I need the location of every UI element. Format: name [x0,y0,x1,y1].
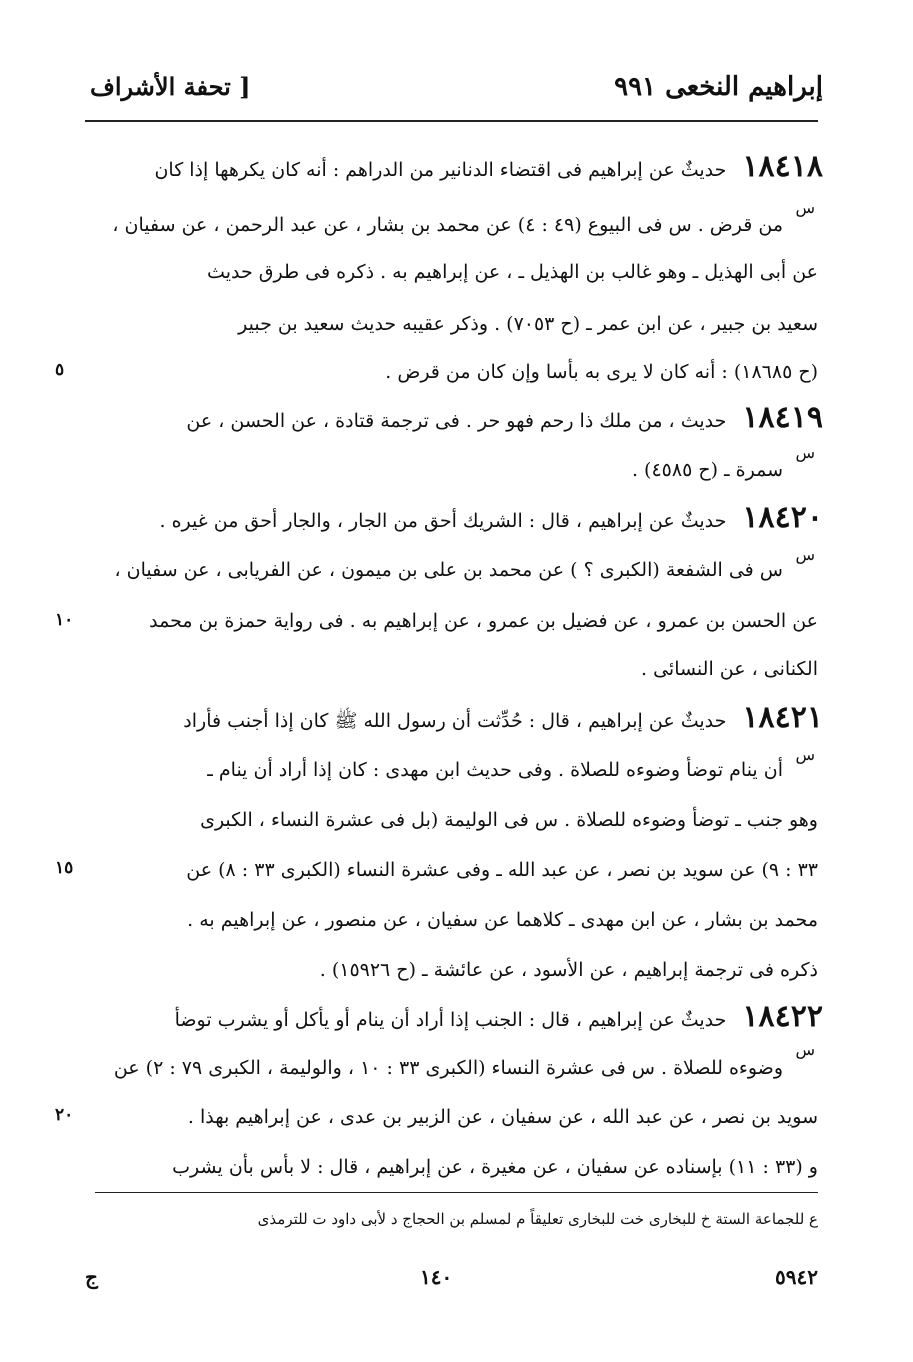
running-title: إبراهيم النخعى ٩٩١ [614,72,823,102]
entry-text: حديثٌ عن إبراهيم ، قال : حُدِّثت أن رسول الله ﷺ كان إذا أجنب فأراد [183,710,727,732]
entry-line: سمرة ـ (ح ٤٥٨٥) . [631,459,783,481]
hadith-number: ١٨٤١٨ [742,152,823,184]
volume-mark: ج [85,1265,98,1289]
entry-line [95,503,823,536]
entry-line: (ح ١٨٦٨٥) : أنه كان لا يرى به بأسا وإن كان من قرض . [385,361,818,383]
hadith-number: ١٨٤٢٠ [742,503,823,535]
entry-line: أن ينام توضأ وضوءه للصلاة . وفى حديث ابن مهدى : كان إذا أراد أن ينام ـ [207,759,783,781]
margin-line-number: ١٥ [55,858,74,878]
entry-line: محمد بن بشار ، عن ابن مهدى ـ كلاهما عن سفيان ، عن منصور ، عن إبراهيم به . [187,909,818,931]
entry-line: عن أبى الهذيل ـ وهو غالب بن الهذيل ـ ، عن إبراهيم به . ذكره فى طرق حديث [207,261,818,283]
page-number: ١٤٠ [420,1265,453,1289]
signature-number: ٥٩٤٢ [775,1265,818,1289]
book-title: [ تحفة الأشراف [90,72,251,101]
hadith-number: ١٨٤٢١ [742,703,823,735]
entry-line: من قرض . س فى البيوع (٤٩ : ٤) عن محمد بن بشار ، عن عبد الرحمن ، عن سفيان ، [112,214,783,236]
entry-line [95,1002,823,1035]
entry-text: حديثٌ عن إبراهيم فى اقتضاء الدنانير من الدراهم : أنه كان يكرهها إذا كان [154,159,727,181]
footnote-rule [95,1192,818,1193]
entry-line: س فى الشفعة (الكبرى ؟ ) عن محمد بن على بن ميمون ، عن الفريابى ، عن سفيان ، [114,559,783,581]
entry-line [95,703,823,736]
entry-line: عن الحسن بن عمرو ، عن فضيل بن عمرو ، عن إبراهيم به . فى رواية حمزة بن محمد [149,610,818,632]
sigla-mark: س [795,1040,815,1059]
entry-line: ٣٣ : ٩) عن سويد بن نصر ، عن عبد الله ـ وفى عشرة النساء (الكبرى ٣٣ : ٨) عن [186,859,818,881]
sigla-mark: س [795,198,815,217]
entry-text: حديثٌ عن إبراهيم ، قال : الجنب إذا أراد أن ينام أو يأكل أو يشرب توضأ [174,1009,727,1031]
sigla-mark: س [795,745,815,764]
entry-text: حديث ، من ملك ذا رحم فهو حر . فى ترجمة قتادة ، عن الحسن ، عن [186,410,727,432]
margin-line-number: ٥ [55,360,65,380]
sigla-mark: س [795,545,815,564]
footnote-legend: ع للجماعة الستة خ للبخارى خت للبخارى تعليقاً م لمسلم بن الحجاج د لأبى داود ت للترمذى [257,1210,818,1228]
entry-line: سويد بن نصر ، عن عبد الله ، عن سفيان ، عن الزبير بن عدى ، عن إبراهيم بهذا . [187,1106,818,1128]
entry-line: وضوءه للصلاة . س فى عشرة النساء (الكبرى ٣٣ : ١٠ ، والوليمة ، الكبرى ٧٩ : ٢) عن [113,1057,783,1079]
hadith-number: ١٨٤٢٢ [742,1002,823,1034]
margin-line-number: ٢٠ [55,1105,74,1125]
entry-text: حديثٌ عن إبراهيم ، قال : الشريك أحق من الجار ، والجار أحق من غيره . [159,510,727,532]
entry-line: ذكره فى ترجمة إبراهيم ، عن الأسود ، عن عائشة ـ (ح ١٥٩٢٦) . [319,959,818,981]
sigla-mark: س [795,443,815,462]
entry-line: سعيد بن جبير ، عن ابن عمر ـ (ح ٧٠٥٣) . وذكر عقيبه حديث سعيد بن جبير [238,313,818,335]
entry-line [95,152,823,185]
margin-line-number: ١٠ [55,610,74,630]
entry-line: و (٣٣ : ١١) بإسناده عن سفيان ، عن مغيرة ، عن إبراهيم ، قال : لا بأس بأن يشرب [172,1156,818,1178]
hadith-number: ١٨٤١٩ [742,403,823,435]
header-rule [85,120,818,122]
entry-line: الكنانى ، عن النسائى . [640,658,818,680]
page-header [80,60,823,120]
entry-line: وهو جنب ـ توضأ وضوءه للصلاة . س فى الوليمة (بل فى عشرة النساء ، الكبرى [200,809,818,831]
entry-line [95,403,823,436]
